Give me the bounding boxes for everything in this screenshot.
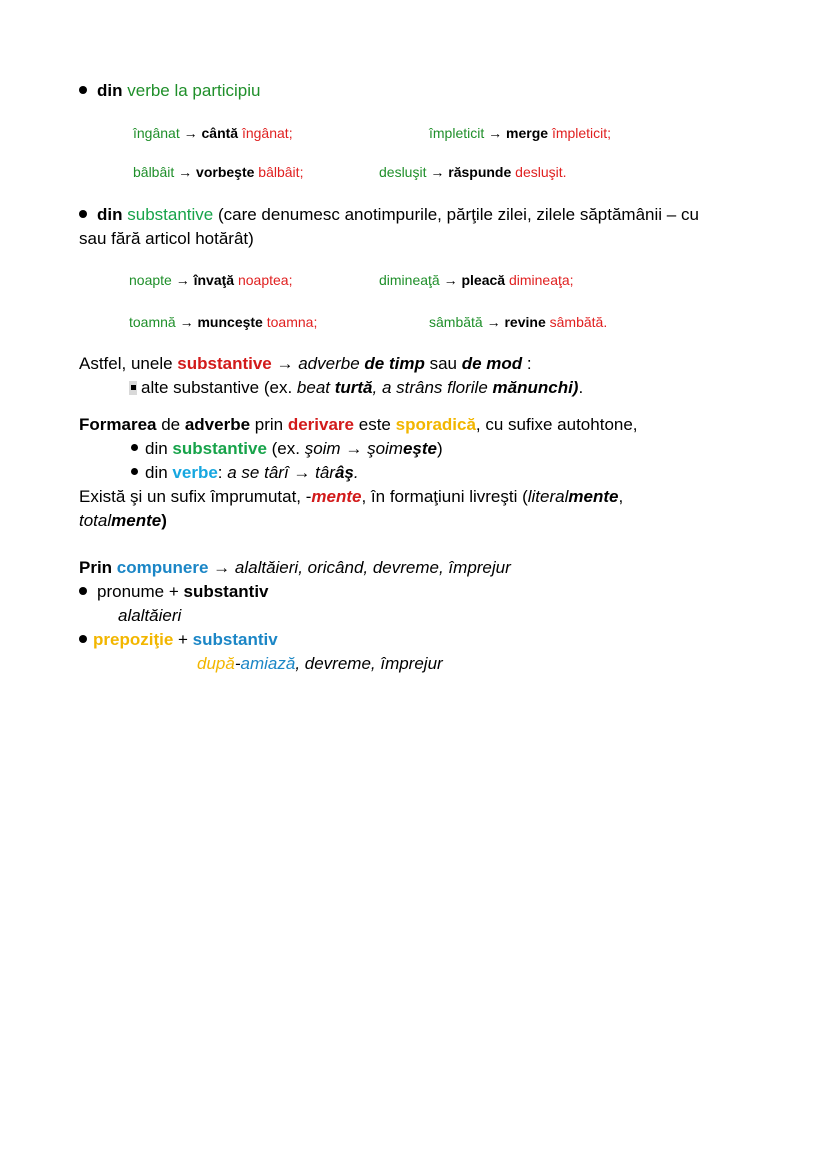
square-bullet-icon <box>129 381 137 395</box>
arrow-icon: → <box>271 354 299 373</box>
text: Există şi un sufix împrumutat, - <box>79 487 312 506</box>
heading-title: verbe la participiu <box>127 81 261 100</box>
bullet-icon <box>79 587 87 595</box>
text: din <box>145 463 173 482</box>
example-verb: răspunde <box>448 164 512 180</box>
text: prin <box>250 415 288 434</box>
astfel-subitem <box>129 377 583 399</box>
example-source: bâlbâit <box>133 164 175 180</box>
bullet-icon <box>79 210 87 218</box>
example-source: desluşit <box>379 164 427 180</box>
example-balbait <box>133 163 303 181</box>
term: adverbe <box>184 415 251 434</box>
text: beat <box>296 378 335 397</box>
text: Prin <box>79 558 117 577</box>
arrow-icon: → <box>179 314 194 330</box>
text: alte substantive (ex. <box>141 378 297 397</box>
formarea-line <box>79 414 638 436</box>
example-punct: . <box>603 314 608 330</box>
example-punct: ; <box>313 314 318 330</box>
example-source: noapte <box>129 272 172 288</box>
compunere-pronume-example <box>118 605 181 627</box>
term: verbe <box>172 463 218 482</box>
text: , în formaţiuni livreşti ( <box>361 487 528 506</box>
arrow-icon: → <box>443 272 458 288</box>
example-adverb: bâlbâit <box>258 164 300 180</box>
suffix: eşte <box>402 439 437 458</box>
example-dimineata <box>379 271 574 289</box>
example-verb: vorbeşte <box>196 164 255 180</box>
compunere-line <box>79 557 511 579</box>
example-punct: ; <box>299 164 304 180</box>
compunere-prepozitie-example <box>197 653 443 675</box>
text: + <box>173 630 193 649</box>
example-adverb: noaptea <box>237 272 289 288</box>
arrow-icon: → <box>175 272 190 288</box>
example-sambata <box>429 313 607 331</box>
arrow-icon: → <box>183 125 198 141</box>
example-source: dimineaţă <box>379 272 440 288</box>
term-substantiv: substantiv <box>192 630 278 649</box>
text: : <box>522 354 532 373</box>
arrow-icon: → <box>288 463 316 482</box>
text: - <box>234 654 241 673</box>
term: substantiv <box>183 582 269 601</box>
text: pronume + <box>97 582 184 601</box>
arrow-icon: → <box>430 164 445 180</box>
term: mănunchi) <box>492 378 579 397</box>
text: este <box>354 415 396 434</box>
example-verb: munceşte <box>197 314 263 330</box>
text: total <box>79 511 112 530</box>
examples: alaltăieri, oricând, devreme, împrejur <box>234 558 511 577</box>
example-source: toamnă <box>129 314 176 330</box>
term-derivare: derivare <box>287 415 355 434</box>
heading-verbe-participiu <box>79 80 260 102</box>
arrow-icon: → <box>178 164 193 180</box>
suffix: mente <box>568 487 619 506</box>
term-sporadica: sporadică <box>395 415 476 434</box>
mente-line <box>79 486 623 508</box>
lead-text: din <box>97 81 123 100</box>
text: din <box>145 439 173 458</box>
text: , devreme, împrejur <box>295 654 443 673</box>
example-punct: ; <box>288 125 293 141</box>
heading-rest: (care denumesc anotimpurile, părţile zilei, zilele săptămânii – cu <box>217 205 699 224</box>
heading-substantive-cont <box>79 228 254 250</box>
arrow-icon: → <box>486 314 501 330</box>
text: Astfel, unele <box>79 354 178 373</box>
example-adverb: desluşit <box>515 164 563 180</box>
text: , <box>618 487 624 506</box>
text: . <box>353 463 359 482</box>
mente-line-cont <box>79 510 167 532</box>
example-adverb: dimineaţa <box>508 272 570 288</box>
text: ) <box>437 439 443 458</box>
term-substantive: substantive <box>177 354 272 373</box>
example-punct: ; <box>569 272 574 288</box>
example-ingant <box>133 124 293 142</box>
heading-substantive <box>79 204 699 226</box>
example-punct: ; <box>288 272 293 288</box>
example-adverb: împleticit <box>551 125 608 141</box>
example-verb: învaţă <box>193 272 235 288</box>
bullet-icon <box>79 635 87 643</box>
term: turtă <box>334 378 373 397</box>
example-source: îngânat <box>133 125 180 141</box>
heading-rest-cont: sau fără articol hotărât) <box>79 229 254 248</box>
arrow-icon: → <box>208 558 235 577</box>
heading-title: substantive <box>127 205 214 224</box>
example-part: după <box>197 654 235 673</box>
example-part: amiază <box>240 654 296 673</box>
term-compunere: compunere <box>116 558 209 577</box>
lead-text: din <box>97 205 123 224</box>
example-source: împleticit <box>429 125 485 141</box>
example-verb: revine <box>504 314 546 330</box>
example-verb: cântă <box>201 125 239 141</box>
text: de <box>156 415 185 434</box>
example-adverb: sâmbătă <box>549 314 604 330</box>
text: târ <box>315 463 335 482</box>
example-adverb: îngânat <box>241 125 289 141</box>
example-impleticit <box>429 124 611 142</box>
text: şoim <box>304 439 341 458</box>
suffix: âş <box>334 463 354 482</box>
example-noapte <box>129 271 292 289</box>
example-source: sâmbătă <box>429 314 483 330</box>
term: substantive <box>172 439 267 458</box>
suffix-mente: mente <box>311 487 362 506</box>
text: , cu sufixe autohtone, <box>475 415 638 434</box>
text: ) <box>161 511 167 530</box>
example-punct: ; <box>607 125 612 141</box>
astfel-line <box>79 353 532 375</box>
text: literal <box>527 487 569 506</box>
formarea-bullet-substantive <box>131 438 443 460</box>
example-verb: merge <box>506 125 549 141</box>
term: de timp <box>364 354 425 373</box>
arrow-icon: → <box>340 439 368 458</box>
example-deslusit <box>379 163 567 181</box>
text: şoim <box>367 439 403 458</box>
text: , a strâns florile <box>372 378 493 397</box>
text: a se târî <box>227 463 289 482</box>
arrow-icon: → <box>488 125 503 141</box>
example: alaltăieri <box>118 606 182 625</box>
example-toamna <box>129 313 317 331</box>
text: : <box>217 463 228 482</box>
term: de mod <box>461 354 523 373</box>
text: sau <box>424 354 462 373</box>
formarea-bullet-verbe <box>131 462 359 484</box>
text: . <box>578 378 584 397</box>
text: (ex. <box>266 439 305 458</box>
example-punct: . <box>562 164 567 180</box>
example-adverb: toamna <box>266 314 314 330</box>
text: adverbe <box>298 354 365 373</box>
suffix: mente <box>111 511 162 530</box>
term: Formarea <box>79 415 157 434</box>
example-verb: pleacă <box>461 272 506 288</box>
term-prepozitie: prepoziţie <box>93 630 174 649</box>
bullet-icon <box>131 444 138 451</box>
bullet-icon <box>131 468 138 475</box>
compunere-prepozitie <box>79 629 278 651</box>
bullet-icon <box>79 86 87 94</box>
compunere-pronume <box>79 581 269 603</box>
